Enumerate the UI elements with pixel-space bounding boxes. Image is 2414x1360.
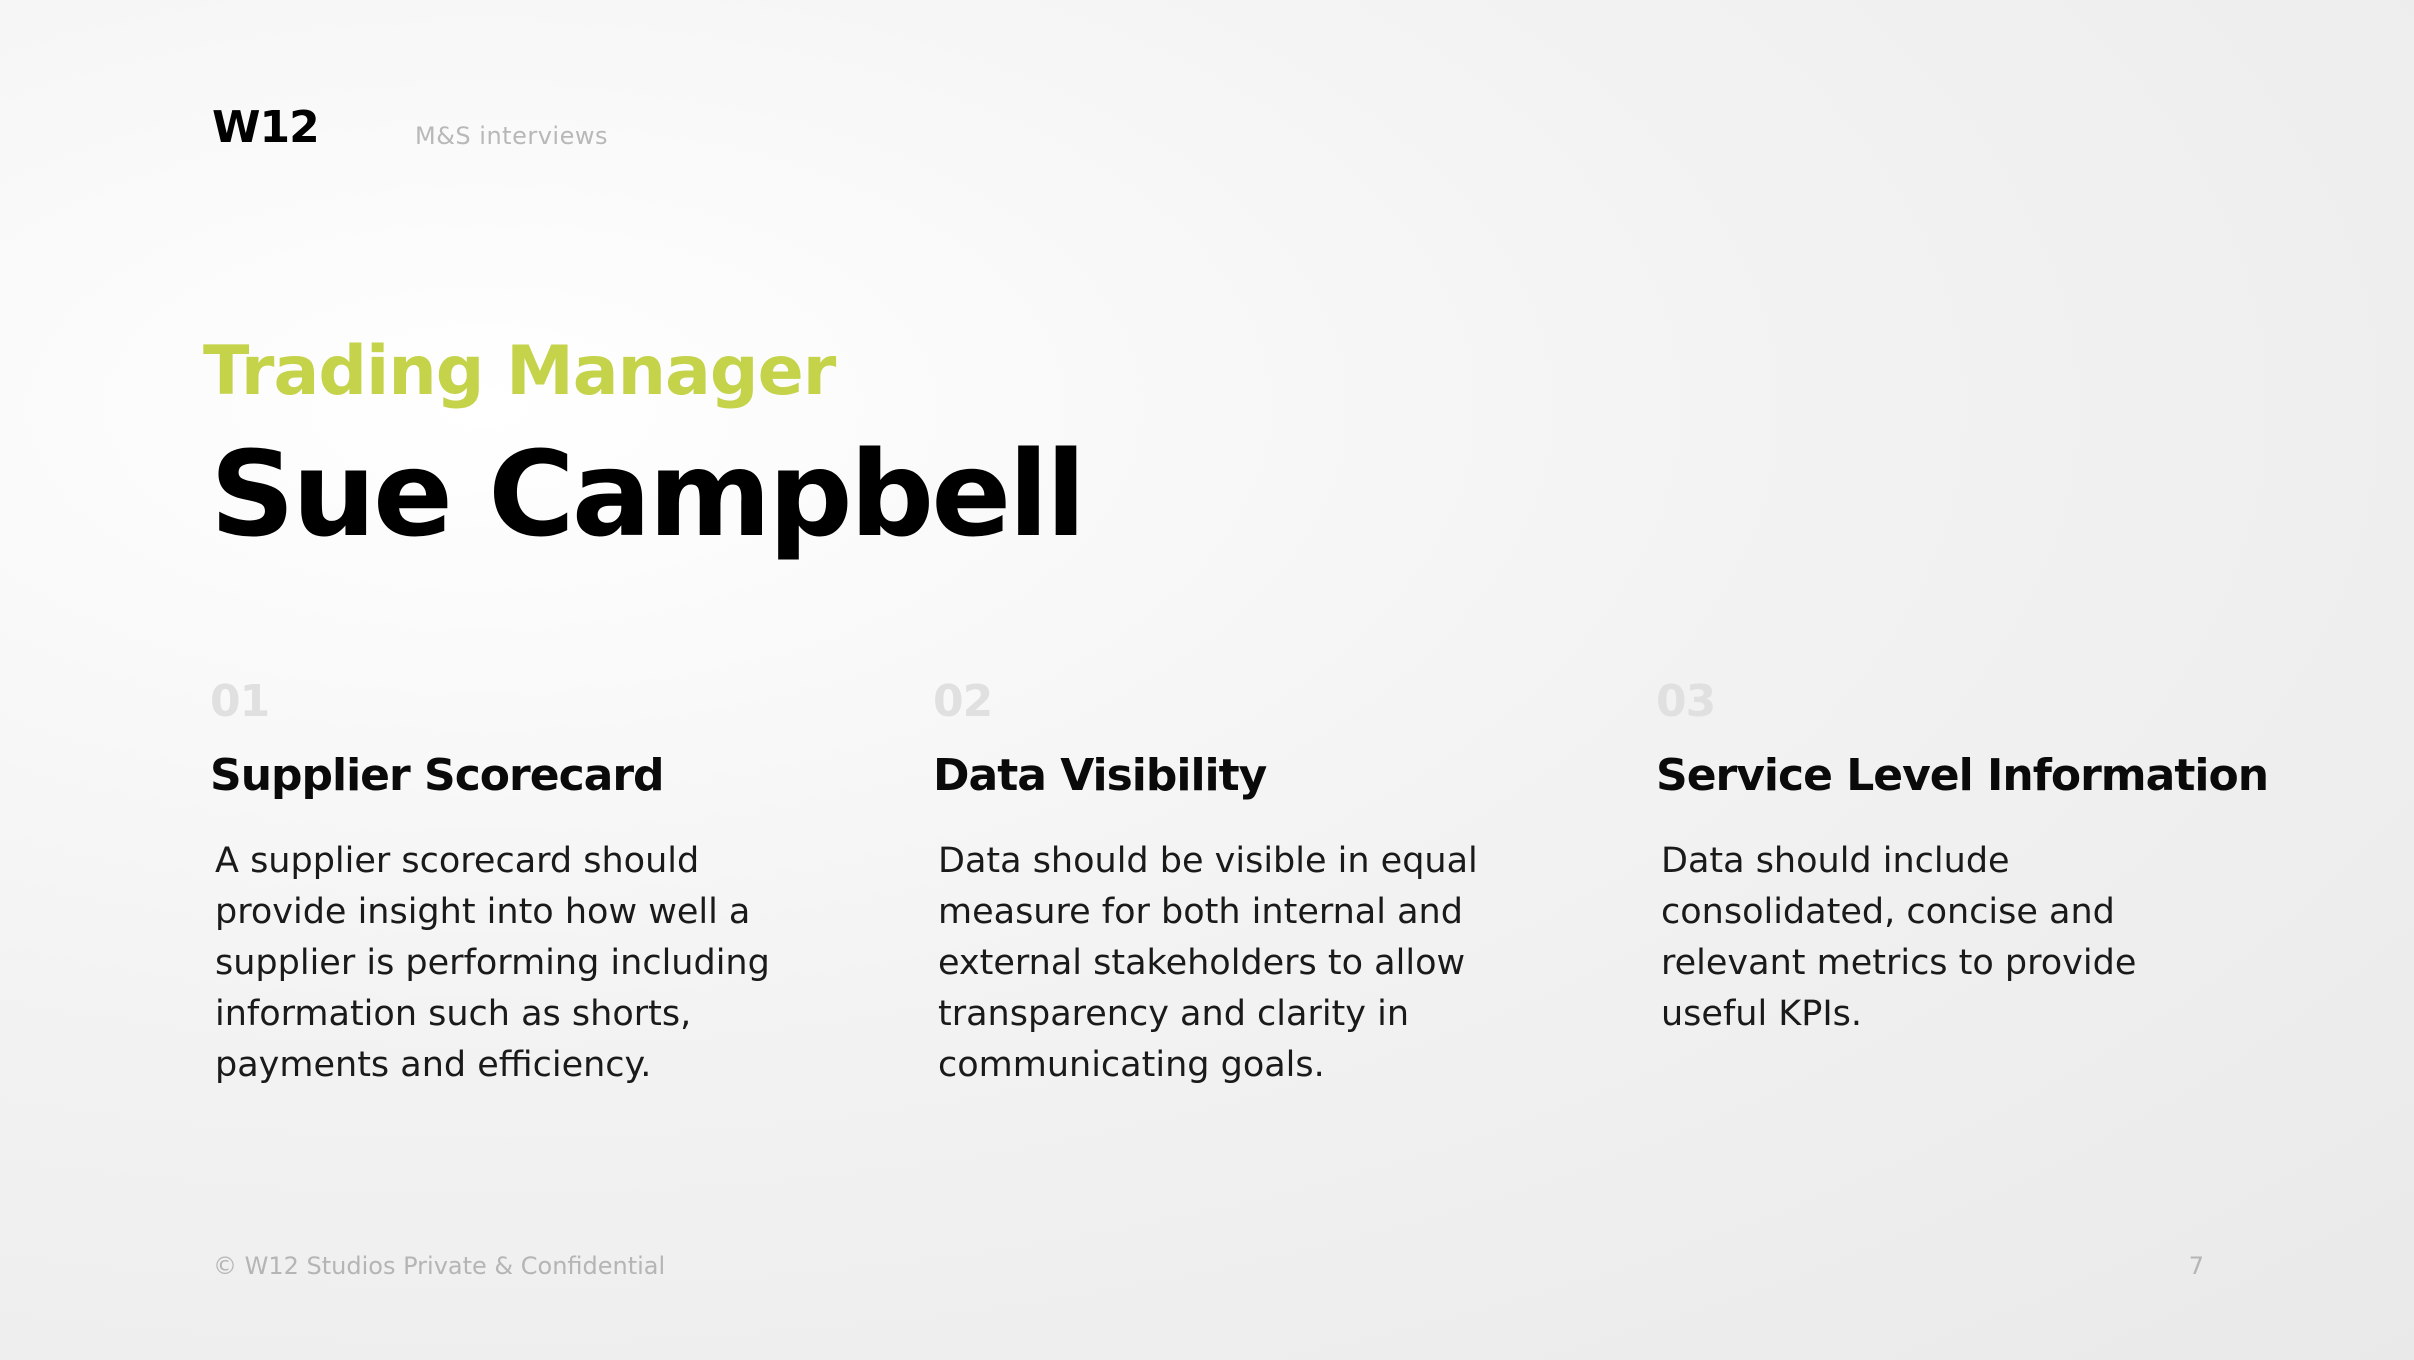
column-number: 03	[1656, 676, 1716, 727]
role-title: Trading Manager	[203, 332, 836, 411]
footer-copyright: © W12 Studios Private & Confidential	[213, 1252, 666, 1280]
column-number: 01	[210, 676, 270, 727]
insight-column-1	[210, 676, 850, 1091]
insight-column-2	[933, 676, 1573, 1091]
insight-column-3	[1656, 676, 2296, 1040]
column-number: 02	[933, 676, 993, 727]
person-name: Sue Campbell	[210, 425, 1084, 563]
section-label: M&S interviews	[415, 122, 608, 150]
column-heading: Supplier Scorecard	[210, 750, 664, 801]
page-number: 7	[2188, 1252, 2204, 1280]
column-body: Data should include consolidated, concise and relevant metrics to provide useful KPIs.	[1661, 841, 2137, 1035]
column-body: A supplier scorecard should provide insight into how well a supplier is performing including information such as shorts, payments and efficiency.	[215, 841, 770, 1086]
column-heading: Service Level Information	[1656, 750, 2269, 801]
column-heading: Data Visibility	[933, 750, 1267, 801]
column-body: Data should be visible in equal measure for both internal and external stakeholders to allow transparency and clarity in communicating goals.	[938, 841, 1478, 1086]
logo: W12	[212, 102, 319, 153]
